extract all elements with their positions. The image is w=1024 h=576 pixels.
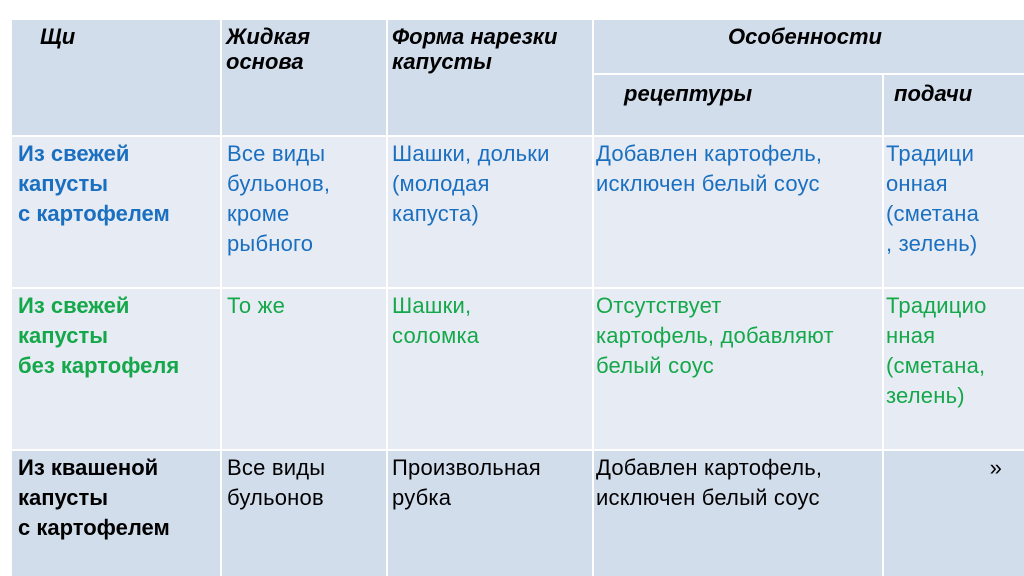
row-2-serving: Традицио нная (сметана, зелень) [884,289,1024,449]
row-3-liquid-base: Все виды бульонов [222,451,386,576]
row-2-name: Из свежей капусты без картофеля [12,289,220,449]
header-cut-form: Форма нарезки капусты [388,20,592,135]
header-features: Особенности [594,20,1024,73]
row-2-liquid-base: То же [222,289,386,449]
row-3-cut-form: Произвольная рубка [388,451,592,576]
row-1-serving: Традици онная (сметана , зелень) [884,137,1024,287]
row-3-name: Из квашеной капусты с картофелем [12,451,220,576]
row-1-cut-form: Шашки, дольки (молодая капуста) [388,137,592,287]
header-soup: Щи [12,20,220,135]
header-serving: подачи [884,75,1024,135]
row-1-recipe: Добавлен картофель, исключен белый соус [594,137,882,287]
header-liquid-base: Жидкая основа [222,20,386,135]
header-recipe: рецептуры [594,75,882,135]
row-1-liquid-base: Все виды бульонов, кроме рыбного [222,137,386,287]
row-3-serving: » [884,451,1024,576]
row-2-cut-form: Шашки, соломка [388,289,592,449]
row-3-recipe: Добавлен картофель, исключен белый соус [594,451,882,576]
row-1-name: Из свежей капусты с картофелем [12,137,220,287]
row-2-recipe: Отсутствует картофель, добавляют белый соус [594,289,882,449]
